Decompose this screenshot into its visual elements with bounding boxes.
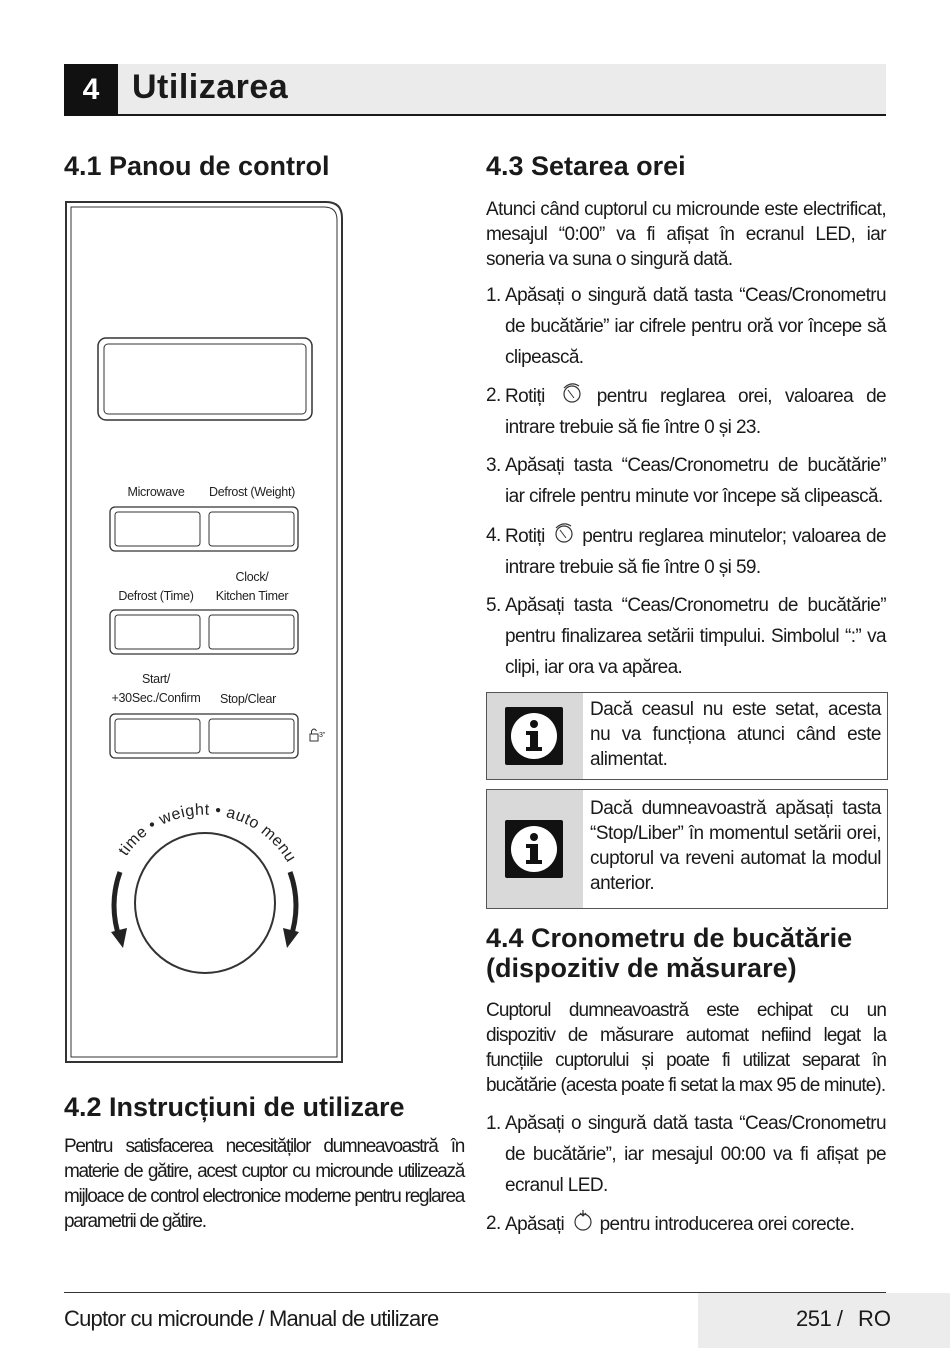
info-icon bbox=[505, 820, 563, 878]
step-text: Apăsați o singură dată tasta “Ceas/Cronometru de bucătărie” iar cifrele pentru oră vor începe să clipească. bbox=[505, 285, 886, 368]
footer-manual-title: Cuptor cu microunde / Manual de utilizare bbox=[64, 1306, 439, 1331]
step-text-pre: Rotiți bbox=[505, 526, 545, 547]
step-text: Apăsați o singură dată tasta “Ceas/Cronometru de bucătărie”, iar mesajul 00:00 va fi afișat pe ecranul LED. bbox=[505, 1113, 886, 1196]
step-number: 3. bbox=[486, 455, 501, 476]
step-text: Apăsați tasta “Ceas/Cronometru de bucătărie” iar cifrele pentru minute vor începe să clipească. bbox=[505, 455, 886, 507]
label-start-line2: +30Sec./Confirm bbox=[111, 691, 201, 705]
footer-language: RO bbox=[858, 1306, 891, 1331]
step-text-post: pentru introducerea orei corecte. bbox=[599, 1214, 855, 1235]
label-clock-line2: Kitchen Timer bbox=[215, 589, 289, 603]
step-text bbox=[505, 380, 886, 443]
dial-label: time • weight • auto menu bbox=[115, 801, 300, 866]
step-43-4 bbox=[486, 520, 886, 583]
control-panel-figure bbox=[64, 200, 344, 1064]
lock-label: 3" bbox=[319, 732, 326, 739]
section-42-body: Pentru satisfacerea necesităților dumneavoastră în materie de gătire, acest cuptor cu microunde utilizează mijloace de control electronice moderne pentru reglarea parametrii de gătire. bbox=[64, 1136, 464, 1232]
control-panel-outline bbox=[64, 200, 344, 1064]
section-43-intro: Atunci când cuptorul cu microunde este electrificat, mesajul “0:00” va fi afișat în ecranul LED, iar soneria va suna o singură dată. bbox=[486, 199, 886, 270]
step-43-2 bbox=[486, 380, 886, 443]
section-44-title-line1: 4.4 Cronometru de bucătărie bbox=[486, 923, 853, 953]
step-number: 2. bbox=[486, 1213, 501, 1234]
section-42-title: 4.2 Instrucțiuni de utilizare bbox=[64, 1092, 405, 1122]
info-box-1 bbox=[486, 692, 888, 780]
info-box-1-text: Dacă ceasul nu este setat, acesta nu va funcționa atunci când este alimentat. bbox=[590, 699, 881, 770]
info-icon bbox=[505, 707, 563, 765]
section-41-title: 4.1 Panou de control bbox=[64, 151, 330, 181]
section-44-title-line2: (dispozitiv de măsurare) bbox=[486, 953, 797, 983]
rotary-knob-icon bbox=[550, 520, 576, 544]
lock-icon bbox=[310, 729, 318, 741]
step-43-5 bbox=[486, 590, 886, 683]
section-43-title: 4.3 Setarea orei bbox=[486, 151, 686, 181]
step-text-post: pentru reglarea orei, valoarea de intrare trebuie să fie între 0 și 23. bbox=[505, 386, 886, 438]
step-number: 5. bbox=[486, 595, 501, 616]
press-knob-icon bbox=[569, 1208, 595, 1232]
info-box-2 bbox=[486, 789, 888, 909]
rotary-knob-icon bbox=[558, 380, 584, 404]
step-43-1 bbox=[486, 280, 886, 373]
chapter-title: Utilizarea bbox=[132, 68, 289, 106]
section-44-intro: Cuptorul dumneavoastră este echipat cu un dispozitiv de măsurare automat nefiind legat la funcțiile cuptorului și poate fi utilizat separat în bucătărie (acesta poate fi setat la max 95 de minute). bbox=[486, 1000, 886, 1096]
step-text-post: pentru reglarea minutelor; valoarea de intrare trebuie să fie între 0 și 59. bbox=[505, 526, 886, 578]
label-defrost-weight: Defrost (Weight) bbox=[209, 485, 295, 499]
step-text bbox=[505, 520, 886, 583]
step-text-pre: Rotiți bbox=[505, 386, 545, 407]
label-stop-clear: Stop/Clear bbox=[219, 692, 277, 706]
step-text bbox=[505, 1208, 886, 1240]
step-text: Apăsați tasta “Ceas/Cronometru de bucătărie” pentru finalizarea setării timpului. Simbolul “:” va clipi, iar ora va apărea. bbox=[505, 595, 886, 678]
step-43-3 bbox=[486, 450, 886, 512]
step-number: 4. bbox=[486, 525, 501, 546]
footer-page-number: 251 / bbox=[796, 1306, 843, 1331]
step-number: 2. bbox=[486, 385, 501, 406]
step-number: 1. bbox=[486, 1113, 501, 1134]
info-box-2-text: Dacă dumneavoastră apăsați tasta “Stop/Liber” în momentul setării orei, cuptorul va reveni automat la modul anterior. bbox=[590, 798, 881, 894]
step-text-pre: Apăsați bbox=[505, 1214, 565, 1235]
step-44-2 bbox=[486, 1208, 886, 1240]
label-microwave: Microwave bbox=[127, 485, 185, 499]
label-defrost-time: Defrost (Time) bbox=[118, 589, 194, 603]
label-start-line1: Start/ bbox=[141, 672, 171, 686]
label-clock-line1: Clock/ bbox=[235, 570, 269, 584]
chapter-number: 4 bbox=[64, 64, 118, 116]
step-number: 1. bbox=[486, 285, 501, 306]
step-44-1 bbox=[486, 1108, 886, 1201]
